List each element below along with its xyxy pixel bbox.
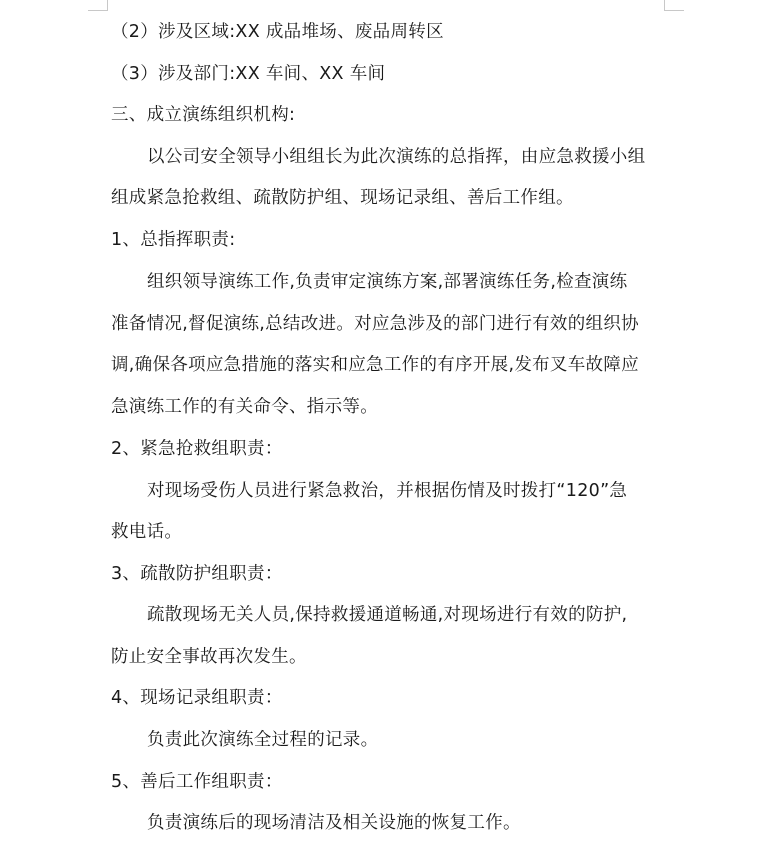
paragraph-line: 疏散现场无关人员,保持救援通道畅通,对现场进行有效的防护, [147,605,628,625]
region-line: （2）涉及区域:XX 成品堆场、废品周转区 [111,22,444,42]
crop-mark-top-right [664,0,684,11]
paragraph-line: 负责此次演练全过程的记录。 [147,730,379,750]
department-line: （3）涉及部门:XX 车间、XX 车间 [111,64,386,84]
paragraph-line: 以公司安全领导小组组长为此次演练的总指挥，由应急救援小组 [147,147,646,167]
crop-mark-top-left [88,0,108,11]
subheading-record: 4、现场记录组职责： [111,688,283,708]
subheading-rescue: 2、紧急抢救组职责： [111,439,283,459]
paragraph-line: 急演练工作的有关命令、指示等。 [111,397,378,417]
section-heading: 三、成立演练组织机构: [111,105,296,125]
subheading-commander: 1、总指挥职责: [111,230,236,250]
paragraph-line: 组成紧急抢救组、疏散防护组、现场记录组、善后工作组。 [111,188,574,208]
subheading-aftermath: 5、善后工作组职责： [111,772,283,792]
paragraph-line: 负责演练后的现场清洁及相关设施的恢复工作。 [147,813,521,833]
subheading-evacuation: 3、疏散防护组职责： [111,564,283,584]
paragraph-line: 准备情况,督促演练,总结改进。对应急涉及的部门进行有效的组织协 [111,314,639,334]
paragraph-line: 组织领导演练工作,负责审定演练方案,部署演练任务,检查演练 [147,272,628,292]
paragraph-line: 防止安全事故再次发生。 [111,647,307,667]
paragraph-line: 对现场受伤人员进行紧急救治，并根据伤情及时拨打“120”急 [147,481,628,501]
paragraph-line: 调,确保各项应急措施的落实和应急工作的有序开展,发布叉车故障应 [111,355,639,375]
paragraph-line: 救电话。 [111,522,183,542]
